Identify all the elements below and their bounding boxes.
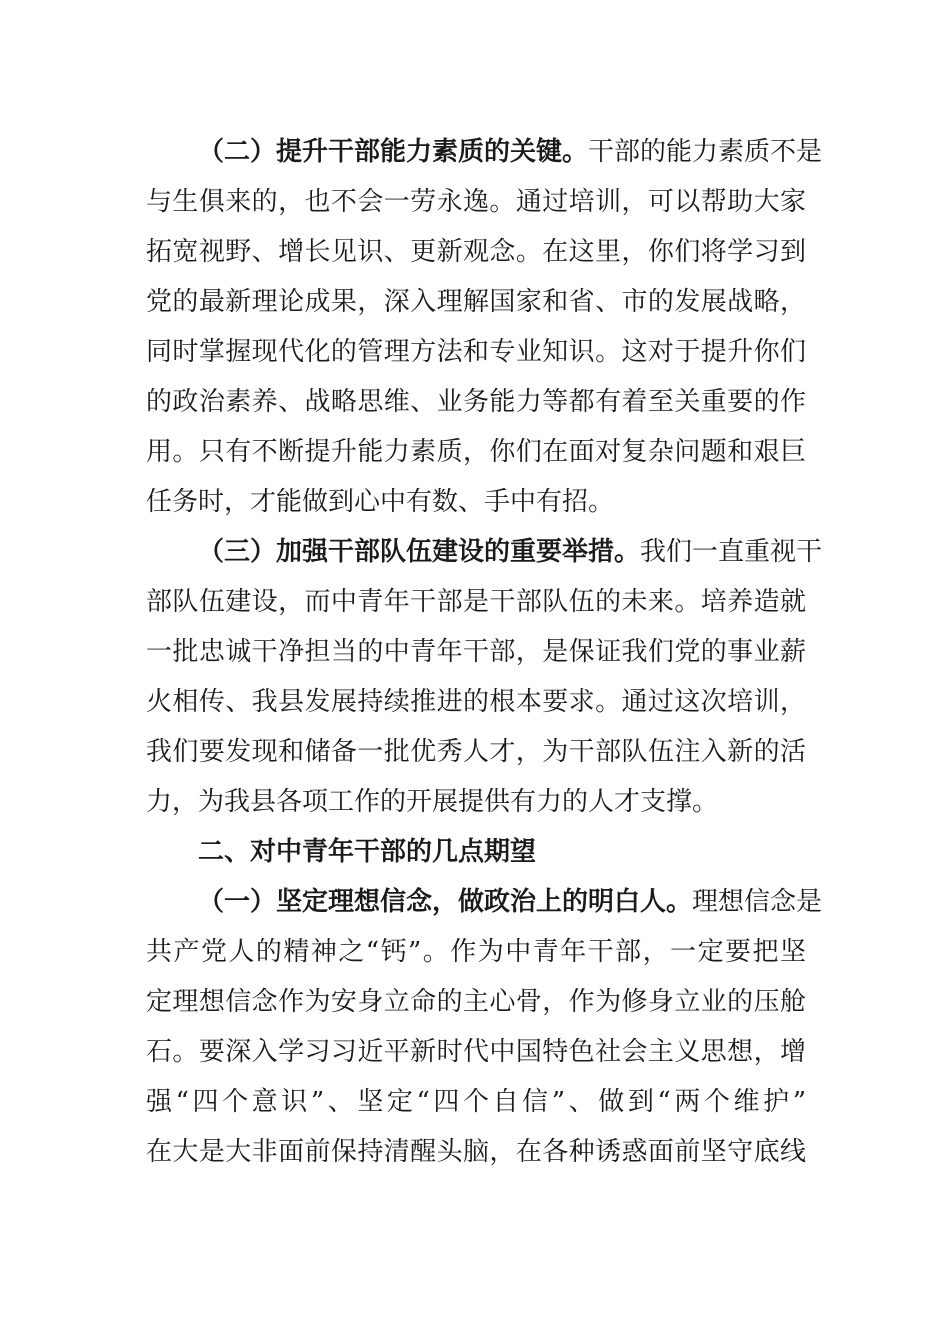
section-heading-inline: （三）加强干部队伍建设的重要举措。 [198, 537, 641, 567]
paragraph-line: 用。只有不断提升能力素质，你们在面对复杂问题和艰巨 [146, 437, 806, 467]
paragraph-line: 的政治素养、战略思维、业务能力等都有着至关重要的作 [146, 387, 806, 417]
section-heading-inline: （一）坚定理想信念，做政治上的明白人。 [198, 887, 693, 917]
paragraph-line: 同时掌握现代化的管理方法和专业知识。这对于提升你们 [146, 337, 806, 367]
paragraph-line [198, 527, 823, 577]
paragraph-line: 火相传、我县发展持续推进的根本要求。通过这次培训， [146, 687, 806, 717]
paragraph-line: 我们要发现和储备一批优秀人才，为干部队伍注入新的活 [146, 737, 806, 767]
paragraph-line: 部队伍建设，而中青年干部是干部队伍的未来。培养造就 [146, 587, 806, 617]
paragraph-line: 石。要深入学习习近平新时代中国特色社会主义思想，增 [146, 1037, 806, 1067]
paragraph-line: 与生俱来的，也不会一劳永逸。通过培训，可以帮助大家 [146, 187, 806, 217]
paragraph-line: 在大是大非面前保持清醒头脑，在各种诱惑面前坚守底线 [146, 1137, 806, 1167]
paragraph-line: 力，为我县各项工作的开展提供有力的人才支撑。 [146, 787, 719, 817]
paragraph-line: 共产党人的精神之“钙”。作为中青年干部，一定要把坚 [146, 937, 806, 967]
paragraph-line: 一批忠诚干净担当的中青年干部，是保证我们党的事业薪 [146, 637, 806, 667]
paragraph-text: 我们一直重视干 [640, 537, 823, 567]
paragraph-text: 干部的能力素质不是 [588, 137, 823, 167]
paragraph-line [198, 877, 823, 927]
paragraph-line: 强“四个意识”、坚定“四个自信”、做到“两个维护” [146, 1087, 806, 1117]
paragraph-line [198, 127, 823, 177]
paragraph-text: 理想信念是 [692, 887, 823, 917]
section-heading: 二、对中青年干部的几点期望 [198, 837, 537, 867]
paragraph-line: 党的最新理论成果，深入理解国家和省、市的发展战略， [146, 287, 806, 317]
section-heading-inline: （二）提升干部能力素质的关键。 [198, 137, 589, 167]
paragraph-line: 任务时，才能做到心中有数、手中有招。 [146, 487, 615, 517]
paragraph-line: 拓宽视野、增长见识、更新观念。在这里，你们将学习到 [146, 237, 806, 267]
paragraph-line: 定理想信念作为安身立命的主心骨，作为修身立业的压舱 [146, 987, 806, 1017]
